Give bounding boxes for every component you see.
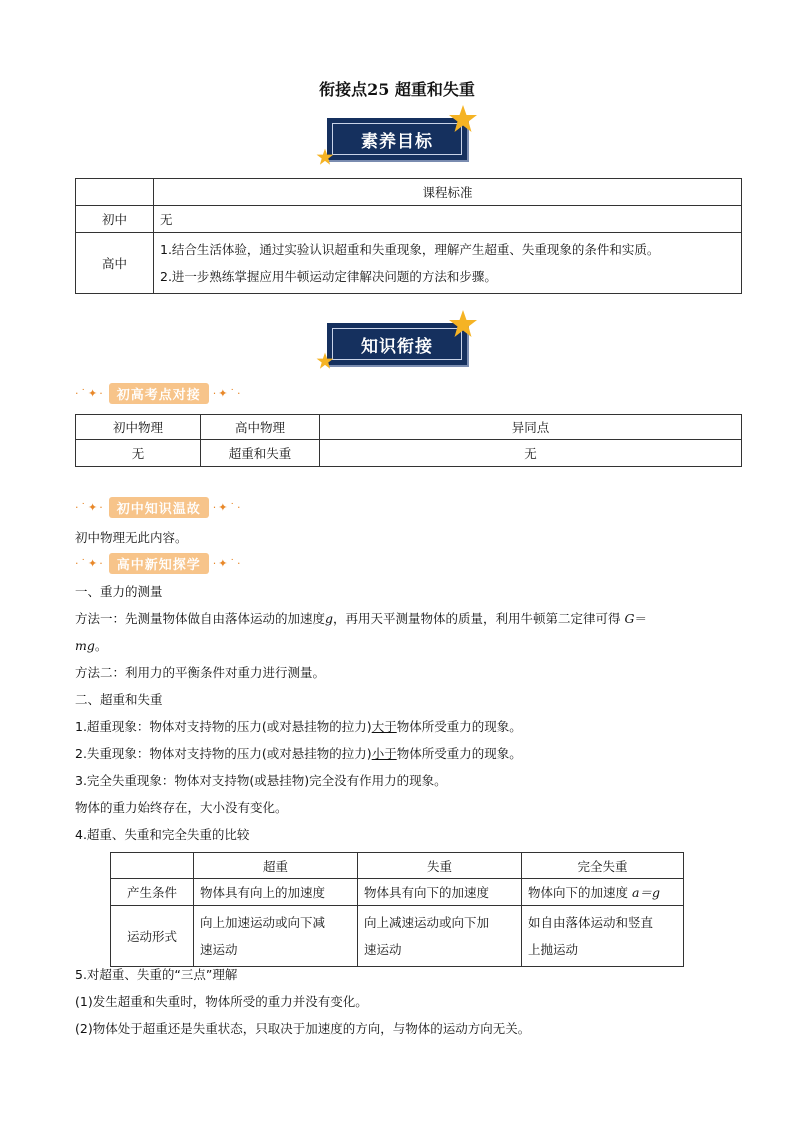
table-cell: 无 (320, 440, 742, 467)
table-cell: 超重和失重 (201, 440, 320, 467)
subheading-label: 高中新知探学 (109, 553, 209, 574)
row-label: 运动形式 (111, 906, 194, 967)
paragraph: 1.超重现象：物体对支持物的压力(或对悬挂物的拉力)大于物体所受重力的现象。 (75, 719, 522, 734)
paragraph: (1)发生超重和失重时，物体所受的重力并没有变化。 (75, 994, 368, 1009)
table-cell: 向上加速运动或向下减 速运动 (194, 906, 358, 967)
table-cell (111, 853, 194, 879)
table-cell: 如自由落体运动和竖直 上抛运动 (522, 906, 684, 967)
paragraph: 4.超重、失重和完全失重的比较 (75, 827, 250, 842)
paragraph: 5.对超重、失重的“三点”理解 (75, 967, 238, 982)
section-heading: 二、超重和失重 (75, 692, 163, 707)
subheading-junior-review (75, 496, 242, 518)
table-header: 超重 (194, 853, 358, 879)
sparkle-icon: ·˙✦· (75, 500, 105, 514)
row-label: 初中 (76, 206, 154, 233)
subheading-exam-link (75, 382, 242, 404)
paragraph: 方法二：利用力的平衡条件对重力进行测量。 (75, 665, 326, 680)
banner-literacy-goals (327, 118, 467, 160)
banner-label: 知识衔接 (332, 328, 462, 360)
page-title: 衔接点25 超重和失重 (319, 80, 475, 99)
weight-comparison-table (110, 852, 684, 967)
star-icon (448, 104, 478, 134)
subheading-label: 初中知识温故 (109, 497, 209, 518)
sparkle-icon: ·˙✦· (75, 556, 105, 570)
star-icon (316, 352, 334, 370)
table-header: 完全失重 (522, 853, 684, 879)
table-cell (76, 179, 154, 206)
standard-line: 2.进一步熟练掌握应用牛顿运动定律解决问题的方法和步骤。 (160, 269, 497, 284)
table-cell: 无 (154, 206, 742, 233)
table-header: 课程标准 (154, 179, 742, 206)
banner-knowledge-link (327, 323, 467, 365)
table-cell: 物体向下的加速度 a＝g (522, 879, 684, 906)
section-heading: 一、重力的测量 (75, 584, 163, 599)
subheading-label: 初高考点对接 (109, 383, 209, 404)
standard-line: 1.结合生活体验，通过实验认识超重和失重现象，理解产生超重、失重现象的条件和实质。 (160, 242, 660, 257)
table-cell: 无 (76, 440, 201, 467)
paragraph: 物体的重力始终存在，大小没有变化。 (75, 800, 288, 815)
subheading-senior-new (75, 552, 242, 574)
star-icon (448, 309, 478, 339)
banner-label: 素养目标 (332, 123, 462, 155)
paragraph: mg。 (75, 638, 108, 653)
table-cell (154, 233, 742, 294)
row-label: 高中 (76, 233, 154, 294)
paragraph: 3.完全失重现象：物体对支持物(或悬挂物)完全没有作用力的现象。 (75, 773, 447, 788)
course-standards-table (75, 178, 742, 294)
comparison-table (75, 414, 742, 467)
table-header: 失重 (358, 853, 522, 879)
sparkle-icon: ·✦˙· (212, 500, 243, 514)
table-header: 异同点 (320, 415, 742, 440)
row-label: 产生条件 (111, 879, 194, 906)
table-cell: 向上减速运动或向下加 速运动 (358, 906, 522, 967)
paragraph: 2.失重现象：物体对支持物的压力(或对悬挂物的拉力)小于物体所受重力的现象。 (75, 746, 522, 761)
sparkle-icon: ·✦˙· (212, 556, 243, 570)
paragraph: (2)物体处于超重还是失重状态，只取决于加速度的方向，与物体的运动方向无关。 (75, 1021, 531, 1036)
paragraph: 方法一：先测量物体做自由落体运动的加速度g，再用天平测量物体的质量，利用牛顿第二定律可得 G＝ (75, 611, 648, 626)
junior-note: 初中物理无此内容。 (75, 530, 188, 545)
star-icon (316, 148, 334, 166)
table-cell: 物体具有向下的加速度 (358, 879, 522, 906)
table-header: 高中物理 (201, 415, 320, 440)
table-cell: 物体具有向上的加速度 (194, 879, 358, 906)
table-header: 初中物理 (76, 415, 201, 440)
sparkle-icon: ·✦˙· (212, 386, 243, 400)
sparkle-icon: ·˙✦· (75, 386, 105, 400)
